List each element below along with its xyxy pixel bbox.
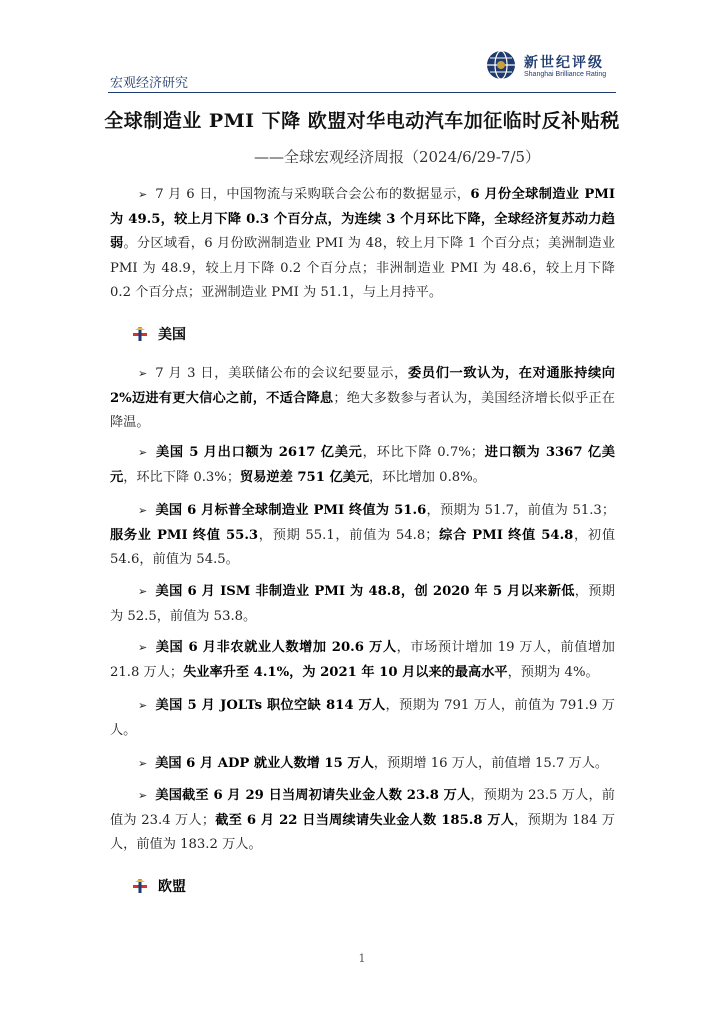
header-category: 宏观经济研究	[110, 76, 189, 91]
text: ，预期为 791 万人，前值为 791.9 万人。	[110, 698, 615, 738]
paragraph-us-jolts	[110, 694, 615, 743]
bullet-arrow-icon: ➢	[138, 757, 148, 770]
bullet-arrow-icon: ➢	[138, 641, 148, 654]
section-title: 欧盟	[158, 879, 186, 895]
emphasis: 美国截至 6 月 29 日当周初请失业金人数 23.8 万人	[155, 788, 471, 803]
page-number: 1	[358, 952, 366, 965]
bullet-arrow-icon: ➢	[138, 699, 148, 712]
text: ，初值 54.6，前值为 54.5。	[110, 527, 616, 567]
paragraph-us-trade	[110, 441, 615, 490]
emphasis: 截至 6 月 22 日当周续请失业金人数 185.8 万人	[215, 812, 515, 828]
emphasis: 美国 5 月出口额为 2617 亿美元	[155, 445, 363, 460]
subtitle-text: ——全球宏观经济周报（2024/6/29-7/5）	[253, 148, 541, 166]
paragraph-us-nonfarm	[110, 636, 615, 685]
paragraph-us-adp	[110, 752, 615, 777]
text: ，环比增加 0.8%。	[369, 469, 486, 485]
page-subtitle	[0, 146, 724, 167]
section-marker-icon	[132, 878, 148, 894]
page-title: 全球制造业 PMI 下降 欧盟对华电动汽车加征临时反补贴税	[104, 110, 620, 132]
emphasis: 美国 6 月 ISM 非制造业 PMI 为 48.8，创 2020 年 5 月以来新低	[155, 584, 575, 599]
bullet-arrow-icon: ➢	[138, 446, 148, 459]
emphasis: 服务业 PMI 终值 55.3	[110, 527, 259, 543]
bullet-arrow-icon: ➢	[138, 585, 148, 598]
text: 7 月 6 日，中国物流与采购联合会公布的数据显示，	[155, 187, 471, 202]
globe-logo-icon	[486, 50, 516, 80]
section-title: 美国	[158, 327, 186, 343]
bullet-arrow-icon: ➢	[138, 504, 148, 517]
text: ，环比下降 0.3%；	[123, 469, 241, 485]
text: ，预期 55.1，前值为 54.8；	[258, 527, 439, 543]
paragraph-us-sp-pmi	[110, 499, 615, 573]
section-heading-eu	[132, 876, 186, 896]
emphasis: 失业率升至 4.1%，为 2021 年 10 月以来的最高水平	[183, 664, 508, 680]
text: ，预期为 4%。	[507, 664, 599, 680]
text: ，环比下降 0.7%；	[362, 445, 484, 460]
text: ，预期为 23.5 万人，前值为 23.4 万人；	[110, 788, 615, 828]
emphasis: 进口额为 3367 亿美元	[110, 445, 615, 485]
paragraph-us-fed-minutes	[110, 362, 615, 436]
text: 。分区域看，6 月份欧洲制造业 PMI 为 48，较上月下降 1 个百分点；美洲制造业 PMI 为 48.9，较上月下降 0.2 个百分点；非洲制造业 PMI 为 48.6，较上月下降 0.2 个百分点；亚洲制造业 PMI 为 51.1，与上月持平。	[110, 236, 616, 300]
logo-text-cn: 新世纪评级	[524, 55, 604, 71]
bullet-arrow-icon: ➢	[138, 188, 148, 201]
section-marker-icon	[132, 326, 148, 342]
emphasis: 美国 6 月标普全球制造业 PMI 终值为 51.6	[155, 503, 427, 518]
text: ；绝大多数参与者认为，美国经济增长似乎正在降温。	[110, 390, 615, 430]
emphasis: 美国 6 月非农就业人数增加 20.6 万人	[155, 640, 397, 655]
emphasis: 6 月份全球制造业 PMI 为 49.5，较上月下降 0.3 个百分点，为连续 3 个月环比下降，全球经济复苏动力趋弱	[110, 187, 616, 251]
bullet-arrow-icon: ➢	[138, 789, 148, 802]
emphasis: 综合 PMI 终值 54.8	[438, 527, 574, 543]
emphasis: 美国 5 月 JOLTs 职位空缺 814 万人	[155, 698, 386, 713]
header-divider	[108, 92, 616, 93]
emphasis: 委员们一致认为，在对通胀持续向 2%迈进有更大信心之前，不适合降息	[110, 366, 615, 406]
emphasis: 美国 6 月 ADP 就业人数增 15 万人	[155, 756, 374, 771]
paragraph-us-jobless-claims	[110, 784, 615, 858]
text: ，预期为 52.5，前值为 53.8。	[110, 584, 615, 624]
text: ，预期为 51.7，前值为 51.3；	[426, 503, 616, 518]
page-header	[0, 0, 724, 96]
paragraph-us-ism	[110, 580, 615, 629]
bullet-arrow-icon: ➢	[138, 367, 148, 380]
text: 7 月 3 日，美联储公布的会议纪要显示，	[155, 366, 409, 381]
section-heading-us	[132, 324, 186, 344]
emphasis: 贸易逆差 751 亿美元	[240, 469, 370, 485]
paragraph-global-pmi	[110, 183, 615, 306]
text: ，预期为 184 万人，前值为 183.2 万人。	[110, 812, 615, 852]
text: ，预期增 16 万人，前值增 15.7 万人。	[373, 756, 609, 771]
logo-text-en: Shanghai Brilliance Rating	[524, 71, 607, 78]
text: ，市场预计增加 19 万人，前值增加 21.8 万人；	[110, 640, 615, 680]
company-logo	[486, 50, 626, 86]
